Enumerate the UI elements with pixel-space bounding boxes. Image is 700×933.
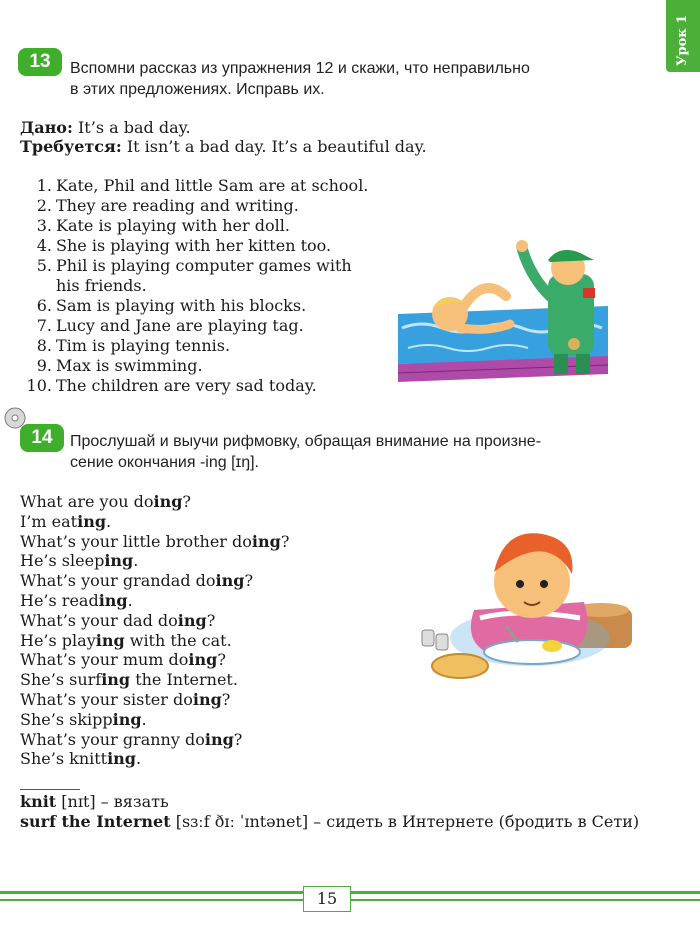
rhyme-line: What are you doing? [20, 492, 191, 511]
list-item: 8. Tim is playing tennis. [36, 336, 231, 355]
list-item: 7. Lucy and Jane are playing tag. [36, 316, 304, 335]
list-item: 10. The children are very sad today. [26, 376, 317, 395]
exercise-14-badge: 14 [20, 424, 64, 452]
vocab-entry: surf the Internet [sɜːf ðɪː ˈɪntənet] – сидеть в Интернете (бродить в Сети) [20, 812, 640, 831]
rhyme-line: What’s your grandad doing? [20, 571, 254, 591]
rhyme-line: He’s reading. [20, 590, 133, 610]
vocab-entry: knit [nɪt] – вязать [20, 792, 169, 811]
rhyme-line: She’s knitting. [20, 749, 142, 769]
vocabulary-block [20, 789, 660, 832]
exercise-14-instruction [70, 431, 541, 473]
list-item: 9. Max is swimming. [36, 356, 203, 375]
rhyme-line: What’s your granny doing? [20, 729, 243, 749]
given-text: It’s a bad day. [72, 118, 191, 137]
exercise-13-instruction [70, 58, 530, 100]
required-text: It isn’t a bad day. It’s a beautiful day. [121, 137, 427, 156]
given-line [20, 118, 191, 137]
rhyme-line: What’s your mum doing? [20, 650, 226, 670]
list-item: 4. She is playing with her kitten too. [36, 236, 332, 255]
list-item: 5. Phil is playing computer games with his friends. [22, 256, 402, 296]
rhyme-line: He’s playing with the cat. [20, 630, 232, 650]
exercise-13-instruction-line-2: в этих предложениях. Исправь их. [70, 81, 325, 98]
list-item: 1. Kate, Phil and little Sam are at school. [36, 176, 369, 195]
lesson-tab-label: Урок 1 [675, 14, 690, 66]
rhyme-line: I’m eating. [20, 511, 112, 531]
required-line [20, 137, 427, 156]
rhyme-line: He’s sleeping. [20, 551, 139, 571]
rhyme-line: What’s your sister doing? [20, 689, 231, 709]
list-item: 6. Sam is playing with his blocks. [36, 296, 307, 315]
exercise-14-instruction-line-2: сение окончания -ing [ɪŋ]. [70, 454, 259, 471]
rhyme-block [20, 492, 289, 769]
given-label: Дано: [20, 118, 73, 137]
list-item-continuation: his friends. [56, 276, 147, 295]
exercise-14-instruction-line-1: Прослушай и выучи рифмовку, обращая внимание на произне- [70, 433, 542, 450]
lesson-side-tab [666, 0, 700, 72]
rhyme-line: She’s surfing the Internet. [20, 670, 238, 690]
vocabulary-divider [20, 789, 80, 790]
rhyme-line: What’s your little brother doing? [20, 531, 290, 551]
list-item: 2. They are reading and writing. [36, 196, 299, 215]
boy-eating-illustration [420, 526, 634, 696]
required-label: Требуется: [20, 137, 122, 156]
list-item: 3. Kate is playing with her doll. [36, 216, 290, 235]
exercise-13-badge: 13 [18, 48, 62, 76]
exercise-13-list [22, 176, 402, 396]
exercise-13-instruction-line-1: Вспомни рассказ из упражнения 12 и скажи, что неправильно [70, 60, 530, 77]
swimming-pool-illustration [398, 236, 608, 382]
rhyme-line: What’s your dad doing? [20, 610, 216, 630]
page-number: 15 [303, 886, 351, 912]
rhyme-line: She’s skipping. [20, 709, 147, 729]
